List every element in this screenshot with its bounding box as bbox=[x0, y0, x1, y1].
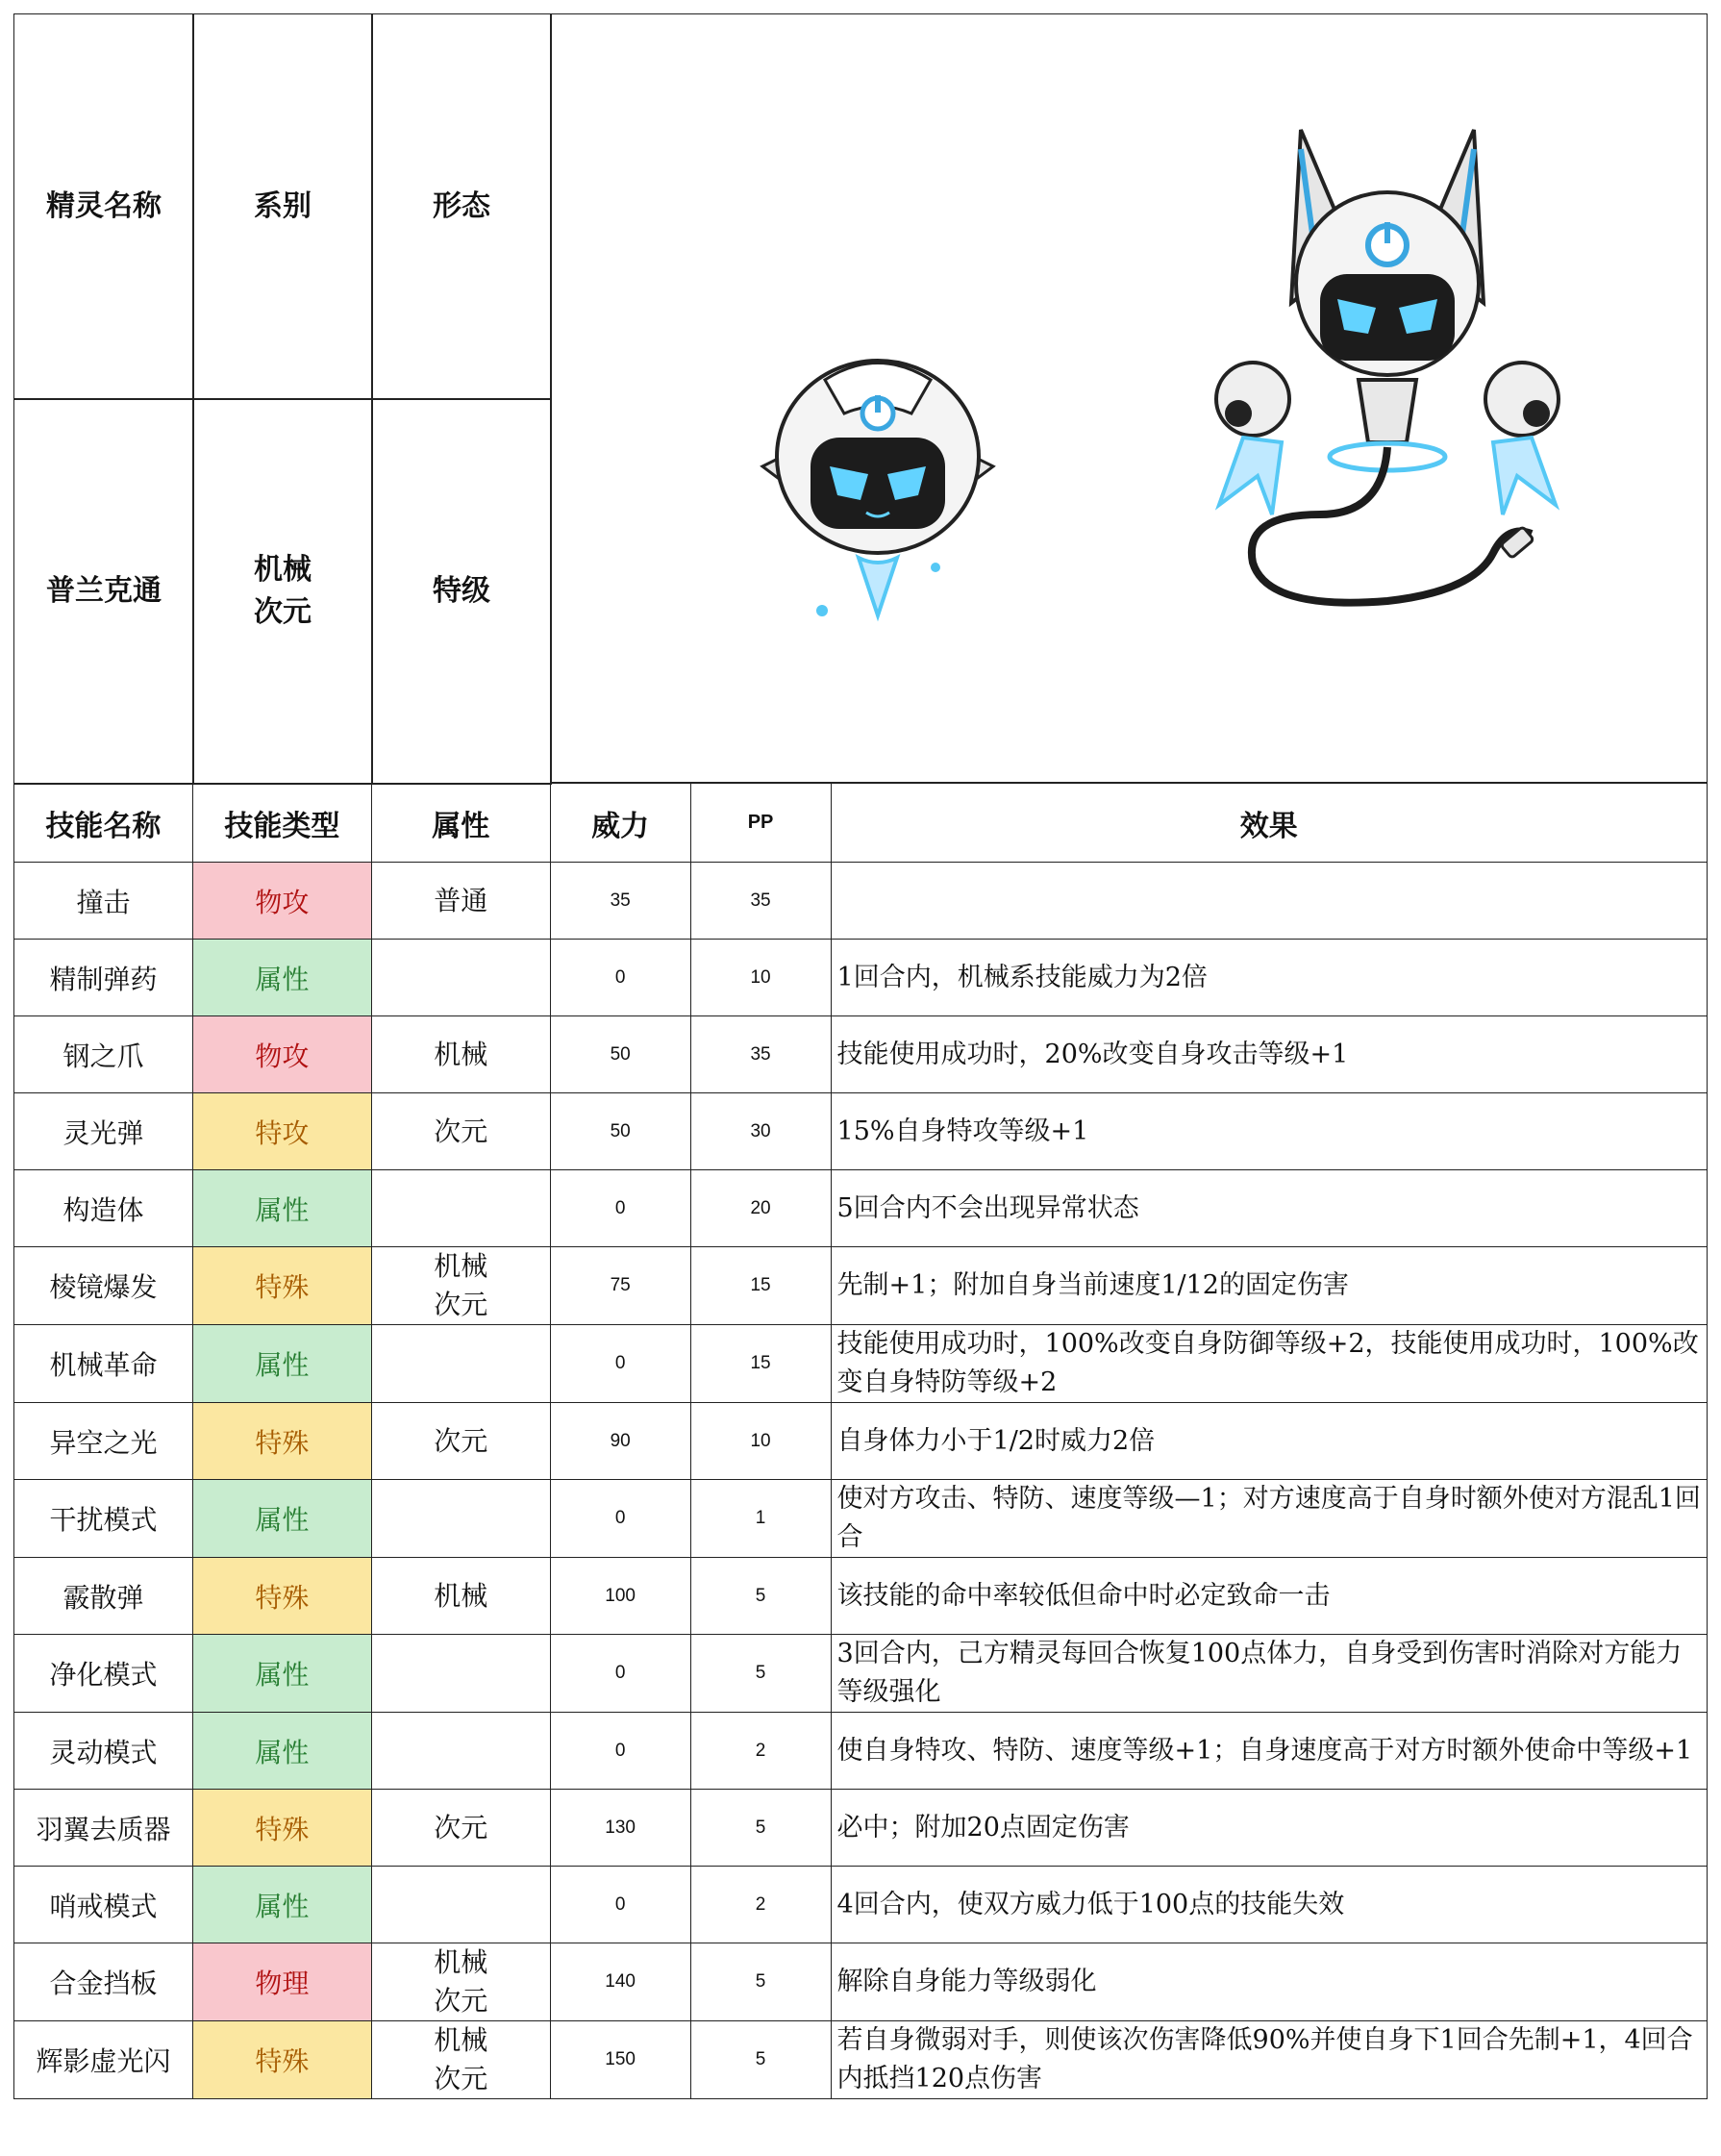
table-row bbox=[14, 1247, 1708, 1325]
skill-effect: 技能使用成功时，100%改变自身防御等级+2，技能使用成功时，100%改变自身特防等级+2 bbox=[831, 1325, 1707, 1403]
table-row bbox=[14, 940, 1708, 1016]
skill-attribute-line1: 机械 bbox=[434, 1579, 488, 1612]
skill-effect: 5回合内不会出现异常状态 bbox=[831, 1170, 1707, 1247]
skill-effect: 使自身特攻、特防、速度等级+1；自身速度高于对方时额外使命中等级+1 bbox=[831, 1713, 1707, 1790]
skill-type: 特殊 bbox=[192, 2021, 371, 2099]
skills-body bbox=[14, 863, 1708, 2099]
skill-effect bbox=[831, 863, 1707, 940]
skill-type: 属性 bbox=[192, 1480, 371, 1558]
skill-name: 哨戒模式 bbox=[14, 1867, 193, 1943]
skill-attribute-line1: 次元 bbox=[434, 1115, 488, 1147]
skill-type: 特殊 bbox=[192, 1403, 371, 1480]
skill-type: 属性 bbox=[192, 1170, 371, 1247]
skill-name: 羽翼去质器 bbox=[14, 1790, 193, 1867]
skill-pp: 5 bbox=[690, 1790, 831, 1867]
skill-pp: 2 bbox=[690, 1867, 831, 1943]
skill-effect: 15%自身特攻等级+1 bbox=[831, 1093, 1707, 1170]
skill-effect: 自身体力小于1/2时威力2倍 bbox=[831, 1403, 1707, 1480]
skill-effect: 3回合内，己方精灵每回合恢复100点体力，自身受到伤害时消除对方能力等级强化 bbox=[831, 1635, 1707, 1713]
table-header-row bbox=[14, 784, 1708, 863]
skill-name: 异空之光 bbox=[14, 1403, 193, 1480]
skill-effect: 先制+1；附加自身当前速度1/12的固定伤害 bbox=[831, 1247, 1707, 1325]
table-row bbox=[14, 863, 1708, 940]
skill-attribute bbox=[371, 940, 550, 1016]
element-value bbox=[192, 398, 373, 785]
skill-type: 物理 bbox=[192, 1943, 371, 2021]
skill-type: 属性 bbox=[192, 940, 371, 1016]
creature-info bbox=[13, 13, 1708, 783]
skill-attribute bbox=[371, 1867, 550, 1943]
form-header bbox=[371, 13, 552, 400]
form-value-text: 特级 bbox=[433, 574, 490, 608]
skill-attribute bbox=[371, 1635, 550, 1713]
form-value bbox=[371, 398, 552, 785]
skill-power: 150 bbox=[550, 2021, 690, 2099]
skill-attribute bbox=[371, 1713, 550, 1790]
skill-attribute bbox=[371, 2021, 550, 2099]
skill-attribute bbox=[371, 1247, 550, 1325]
skill-pp: 5 bbox=[690, 1558, 831, 1635]
skill-attribute bbox=[371, 1170, 550, 1247]
table-row bbox=[14, 1016, 1708, 1093]
skill-effect: 必中；附加20点固定伤害 bbox=[831, 1790, 1707, 1867]
skill-type: 属性 bbox=[192, 1325, 371, 1403]
skill-attribute bbox=[371, 1480, 550, 1558]
skill-pp: 5 bbox=[690, 1635, 831, 1713]
skill-type: 特殊 bbox=[192, 1790, 371, 1867]
skill-power: 90 bbox=[550, 1403, 690, 1480]
name-header bbox=[13, 13, 194, 400]
skill-pp: 10 bbox=[690, 1403, 831, 1480]
element-value-line2: 次元 bbox=[254, 595, 312, 629]
skill-power: 35 bbox=[550, 863, 690, 940]
skill-attribute-line1: 普通 bbox=[434, 884, 488, 916]
skill-name: 撞击 bbox=[14, 863, 193, 940]
skill-pp: 5 bbox=[690, 1943, 831, 2021]
col-pp: PP bbox=[690, 784, 831, 863]
skill-effect: 若自身微弱对手，则使该次伤害降低90%并使自身下1回合先制+1，4回合内抵挡120点伤害 bbox=[831, 2021, 1707, 2099]
table-row bbox=[14, 1790, 1708, 1867]
small-robot-icon bbox=[743, 351, 1012, 639]
skill-power: 50 bbox=[550, 1016, 690, 1093]
skill-attribute bbox=[371, 863, 550, 940]
skill-attribute-line1: 机械 bbox=[434, 1038, 488, 1070]
table-row bbox=[14, 1867, 1708, 1943]
skills-table bbox=[13, 783, 1708, 2099]
skill-pp: 30 bbox=[690, 1093, 831, 1170]
skill-name: 精制弹药 bbox=[14, 940, 193, 1016]
skill-attribute bbox=[371, 1943, 550, 2021]
skill-pp: 1 bbox=[690, 1480, 831, 1558]
skill-power: 0 bbox=[550, 1867, 690, 1943]
skill-type: 特攻 bbox=[192, 1093, 371, 1170]
skill-name: 净化模式 bbox=[14, 1635, 193, 1713]
skill-power: 0 bbox=[550, 1325, 690, 1403]
creature-artwork bbox=[550, 13, 1708, 783]
skill-attribute bbox=[371, 1093, 550, 1170]
name-value-text: 普兰克通 bbox=[46, 574, 162, 608]
skill-attribute-line1: 机械 bbox=[434, 2024, 488, 2056]
skill-attribute-line1: 机械 bbox=[434, 1946, 488, 1978]
table-row bbox=[14, 1558, 1708, 1635]
skill-sheet bbox=[13, 13, 1708, 2148]
skill-attribute-line2: 次元 bbox=[434, 2063, 488, 2094]
table-row bbox=[14, 2021, 1708, 2099]
skill-type: 属性 bbox=[192, 1867, 371, 1943]
skill-pp: 15 bbox=[690, 1247, 831, 1325]
skill-attribute bbox=[371, 1558, 550, 1635]
element-header-text: 系别 bbox=[254, 189, 312, 223]
skill-pp: 10 bbox=[690, 940, 831, 1016]
table-row bbox=[14, 1093, 1708, 1170]
skill-name: 机械革命 bbox=[14, 1325, 193, 1403]
table-row bbox=[14, 1713, 1708, 1790]
table-row bbox=[14, 1325, 1708, 1403]
skill-effect: 使对方攻击、特防、速度等级—1；对方速度高于自身时额外使对方混乱1回合 bbox=[831, 1480, 1707, 1558]
skill-power: 0 bbox=[550, 1170, 690, 1247]
name-value bbox=[13, 398, 194, 785]
skill-pp: 35 bbox=[690, 863, 831, 940]
table-row bbox=[14, 1170, 1708, 1247]
skill-attribute bbox=[371, 1016, 550, 1093]
skill-attribute bbox=[371, 1325, 550, 1403]
col-effect: 效果 bbox=[831, 784, 1707, 863]
skill-name: 棱镜爆发 bbox=[14, 1247, 193, 1325]
col-power: 威力 bbox=[550, 784, 690, 863]
skill-power: 100 bbox=[550, 1558, 690, 1635]
skill-type: 物攻 bbox=[192, 1016, 371, 1093]
skill-name: 灵光弹 bbox=[14, 1093, 193, 1170]
table-row bbox=[14, 1403, 1708, 1480]
skill-name: 钢之爪 bbox=[14, 1016, 193, 1093]
element-value-line1: 机械 bbox=[254, 553, 312, 587]
skill-type: 物攻 bbox=[192, 863, 371, 940]
skill-power: 0 bbox=[550, 1713, 690, 1790]
skill-effect: 解除自身能力等级弱化 bbox=[831, 1943, 1707, 2021]
skill-effect: 该技能的命中率较低但命中时必定致命一击 bbox=[831, 1558, 1707, 1635]
skill-attribute-line1: 次元 bbox=[434, 1424, 488, 1457]
skill-name: 构造体 bbox=[14, 1170, 193, 1247]
element-header bbox=[192, 13, 373, 400]
form-header-text: 形态 bbox=[433, 189, 490, 223]
skill-name: 干扰模式 bbox=[14, 1480, 193, 1558]
table-row bbox=[14, 1480, 1708, 1558]
name-header-text: 精灵名称 bbox=[46, 189, 162, 223]
skill-power: 130 bbox=[550, 1790, 690, 1867]
skill-attribute-line1: 次元 bbox=[434, 1811, 488, 1843]
skill-attribute bbox=[371, 1403, 550, 1480]
table-row bbox=[14, 1943, 1708, 2021]
skill-power: 0 bbox=[550, 940, 690, 1016]
skill-name: 合金挡板 bbox=[14, 1943, 193, 2021]
skill-type: 特殊 bbox=[192, 1247, 371, 1325]
skill-power: 0 bbox=[550, 1480, 690, 1558]
skill-type: 属性 bbox=[192, 1635, 371, 1713]
skill-attribute bbox=[371, 1790, 550, 1867]
col-skill-name: 技能名称 bbox=[14, 784, 193, 863]
skill-name: 霰散弹 bbox=[14, 1558, 193, 1635]
skill-effect: 技能使用成功时，20%改变自身攻击等级+1 bbox=[831, 1016, 1707, 1093]
skill-pp: 35 bbox=[690, 1016, 831, 1093]
skill-pp: 2 bbox=[690, 1713, 831, 1790]
skill-attribute-line2: 次元 bbox=[434, 1985, 488, 2017]
skill-power: 140 bbox=[550, 1943, 690, 2021]
skill-name: 灵动模式 bbox=[14, 1713, 193, 1790]
skill-power: 50 bbox=[550, 1093, 690, 1170]
skill-type: 属性 bbox=[192, 1713, 371, 1790]
skill-effect: 4回合内，使双方威力低于100点的技能失效 bbox=[831, 1867, 1707, 1943]
skill-effect: 1回合内，机械系技能威力为2倍 bbox=[831, 940, 1707, 1016]
table-row bbox=[14, 1635, 1708, 1713]
skill-name: 辉影虚光闪 bbox=[14, 2021, 193, 2099]
skill-type: 特殊 bbox=[192, 1558, 371, 1635]
large-robot-icon bbox=[1185, 111, 1589, 630]
skill-pp: 15 bbox=[690, 1325, 831, 1403]
skill-pp: 20 bbox=[690, 1170, 831, 1247]
col-skill-type: 技能类型 bbox=[192, 784, 371, 863]
skill-pp: 5 bbox=[690, 2021, 831, 2099]
col-attribute: 属性 bbox=[371, 784, 550, 863]
skill-attribute-line2: 次元 bbox=[434, 1289, 488, 1320]
skill-power: 75 bbox=[550, 1247, 690, 1325]
skill-power: 0 bbox=[550, 1635, 690, 1713]
skill-attribute-line1: 机械 bbox=[434, 1250, 488, 1282]
